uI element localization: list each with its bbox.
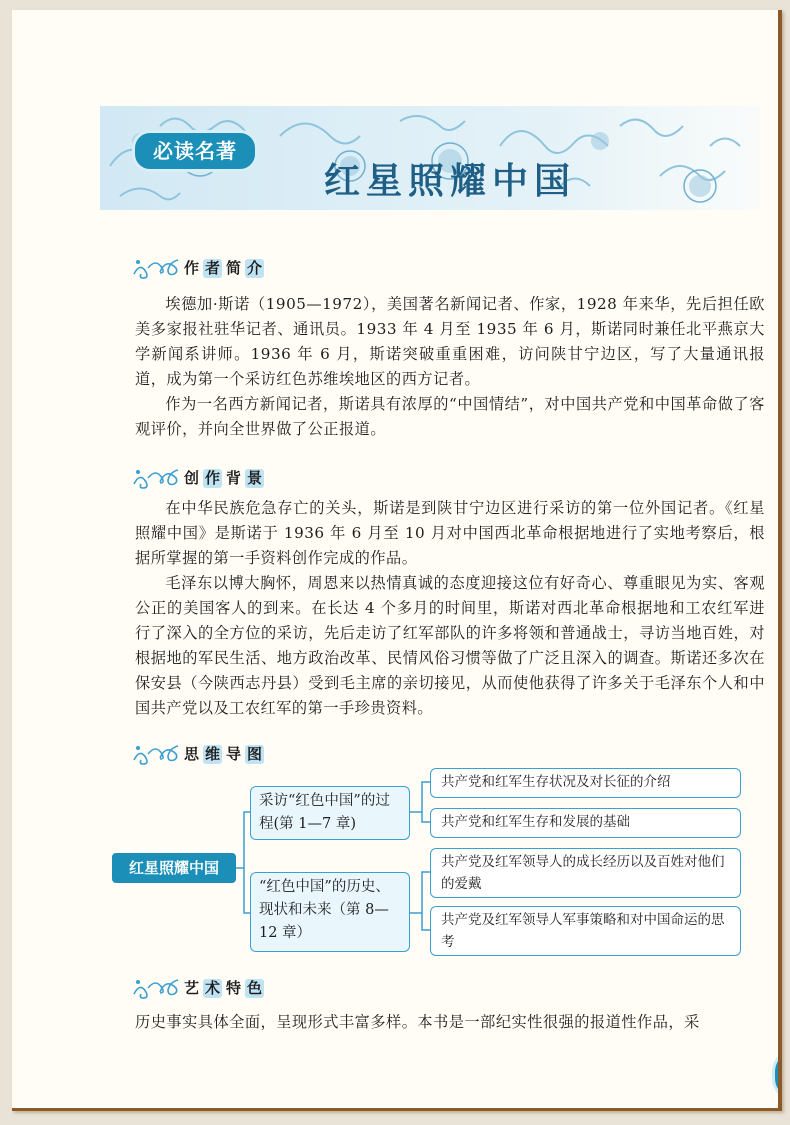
heading-char: 图 [246, 744, 262, 763]
heading-char: 色 [246, 978, 262, 997]
mind-map-branch-1: 采访“红色中国”的过程(第 1—7 章) [250, 786, 410, 840]
heading-char: 创 [183, 468, 199, 487]
heading-char: 作 [183, 258, 199, 277]
paragraph: 埃德加·斯诺（1905—1972），美国著名新闻记者、作家，1928 年来华，先后担任欧美多家报社驻华记者、通讯员。1933 年 4 月至 1935 年 6 月，斯诺同时兼任北平燕京大学新闻系讲师。1936 年 6 月，斯诺突破重重困难，访问陕甘宁边区，写了大量通讯报道，成为第一个采访红色苏维埃地区的西方记者。 [135, 295, 765, 388]
heading-char: 景 [246, 468, 262, 487]
heading-char: 背 [225, 468, 241, 487]
mind-map-branch-2: “红色中国”的历史、现状和未来（第 8—12 章） [250, 872, 410, 952]
section-tag-badge: 必读名著 [132, 130, 258, 172]
mind-map-leaf-3: 共产党及红军领导人的成长经历以及百姓对他们的爱戴 [430, 848, 741, 898]
mind-map-leaf-1: 共产党和红军生存状况及对长征的介绍 [430, 768, 741, 798]
heading-char: 艺 [183, 978, 199, 997]
heading-char: 者 [204, 258, 220, 277]
heading-char: 特 [225, 978, 241, 997]
page-title: 红星照耀中国 [323, 160, 576, 202]
mind-map-leaf-4: 共产党及红军领导人军事策略和对中国命运的思考 [430, 906, 741, 956]
paragraph: 作为一名西方新闻记者，斯诺具有浓厚的“中国情结”，对中国共产党和中国革命做了客观评价，并向全世界做了公正报道。 [135, 395, 765, 438]
paragraph: 在中华民族危急存亡的关头，斯诺是到陕甘宁边区进行采访的第一位外国记者。《红星照耀中国》是斯诺于 1936 年 6 月至 10 月对中国西北革命根据地进行了实地考察后，根据所掌握的第一手资料创作完成的作品。 [135, 499, 765, 567]
mind-map-root: 红星照耀中国 [112, 853, 236, 883]
heading-char: 导 [225, 744, 241, 763]
heading-char: 简 [225, 258, 241, 277]
heading-char: 作 [204, 468, 220, 487]
mind-map-leaf-2: 共产党和红军生存和发展的基础 [430, 808, 741, 838]
paragraph: 毛泽东以博大胸怀，周恩来以热情真诚的态度迎接这位有好奇心、尊重眼见为实、客观公正的美国客人的到来。在长达 4 个多月的时间里，斯诺对西北革命根据地和工农红军进行了深入的全方位的采访，先后走访了红军部队的许多将领和普通战士，寻访当地百姓，对根据地的军民生活、地方政治改革、民情风俗习惯等做了广泛且深入的调查。斯诺还多次在保安县（今陕西志丹县）受到毛主席的亲切接见，从而使他获得了许多关于毛泽东个人和中国共产党以及工农红军的第一手珍贵资料。 [135, 574, 765, 717]
book-page [12, 10, 782, 1111]
heading-char: 思 [183, 744, 199, 763]
art-features-text [135, 1010, 765, 1035]
paragraph: 历史事实具体全面，呈现形式丰富多样。本书是一部纪实性很强的报道性作品，采 [135, 1013, 700, 1031]
heading-art-features [130, 972, 266, 1004]
heading-char: 介 [246, 258, 262, 277]
swirl-ornament-icon [130, 974, 180, 1002]
heading-char: 维 [204, 744, 220, 763]
heading-char: 术 [204, 978, 220, 997]
